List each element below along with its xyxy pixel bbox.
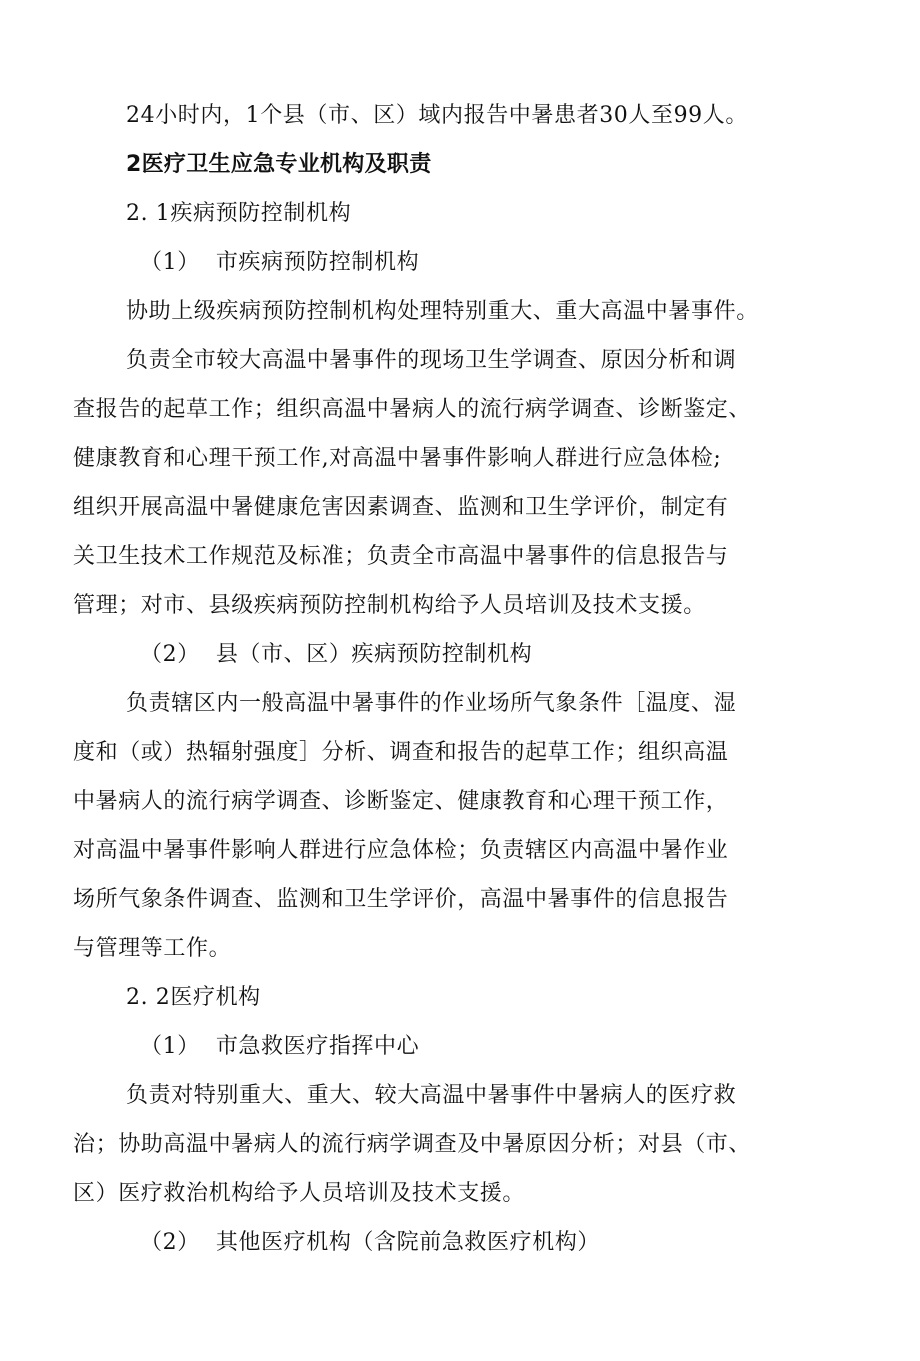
- list-item-label: 市疾病预防控制机构: [215, 250, 420, 275]
- paragraph-line: 负责辖区内一般高温中暑事件的作业场所气象条件［温度、湿: [126, 691, 737, 716]
- paragraph-line: 负责对特别重大、重大、较大高温中暑事件中暑病人的医疗救: [126, 1083, 737, 1108]
- paragraph-line: 治；协助高温中暑病人的流行病学调查及中暑原因分析；对县（市、: [73, 1132, 752, 1157]
- paragraph-line: 健康教育和心理干预工作,对高温中暑事件影响人群进行应急体检;: [73, 446, 722, 471]
- list-item-label: 县（市、区）疾病预防控制机构: [215, 642, 533, 667]
- list-item-label: 其他医疗机构（含院前急救医疗机构）: [215, 1230, 601, 1255]
- paragraph-line: 组织开展高温中暑健康危害因素调查、监测和卫生学评价，制定有: [73, 495, 729, 520]
- paragraph-line: 协助上级疾病预防控制机构处理特别重大、重大高温中暑事件。: [126, 299, 759, 324]
- list-item-number: （1）: [140, 250, 200, 275]
- paragraph-line: 与管理等工作。: [73, 936, 232, 961]
- list-item-number: （2）: [140, 1230, 200, 1255]
- paragraph-line: 负责全市较大高温中暑事件的现场卫生学调查、原因分析和调: [126, 348, 737, 373]
- subsection-heading: 2. 2医疗机构: [126, 985, 261, 1010]
- paragraph-line: 区）医疗救治机构给予人员培训及技术支援。: [73, 1181, 526, 1206]
- list-item-number: （2）: [140, 642, 200, 667]
- paragraph-line: 场所气象条件调查、监测和卫生学评价，高温中暑事件的信息报告: [73, 887, 729, 912]
- subsection-heading: 2. 1疾病预防控制机构: [126, 201, 352, 226]
- paragraph-line: 对高温中暑事件影响人群进行应急体检；负责辖区内高温中暑作业: [73, 838, 729, 863]
- list-item-number: （1）: [140, 1034, 200, 1059]
- list-item-label: 市急救医疗指挥中心: [215, 1034, 420, 1059]
- section-heading: 2医疗卫生应急专业机构及职责: [126, 152, 432, 177]
- paragraph-line: 关卫生技术工作规范及标准；负责全市高温中暑事件的信息报告与: [73, 544, 729, 569]
- paragraph-line: 度和（或）热辐射强度］分析、调查和报告的起草工作；组织高温: [73, 740, 729, 765]
- paragraph-line: 中暑病人的流行病学调查、诊断鉴定、健康教育和心理干预工作，: [73, 789, 729, 814]
- list-item: [0, 640, 920, 670]
- paragraph-line: 查报告的起草工作；组织高温中暑病人的流行病学调查、诊断鉴定、: [73, 397, 752, 422]
- list-item: [0, 1032, 920, 1062]
- list-item: [0, 1228, 920, 1258]
- list-item: [0, 248, 920, 278]
- text-line: 24小时内，1个县（市、区）域内报告中暑患者30人至99人。: [126, 103, 748, 128]
- paragraph-line: 管理；对市、县级疾病预防控制机构给予人员培训及技术支援。: [73, 593, 706, 618]
